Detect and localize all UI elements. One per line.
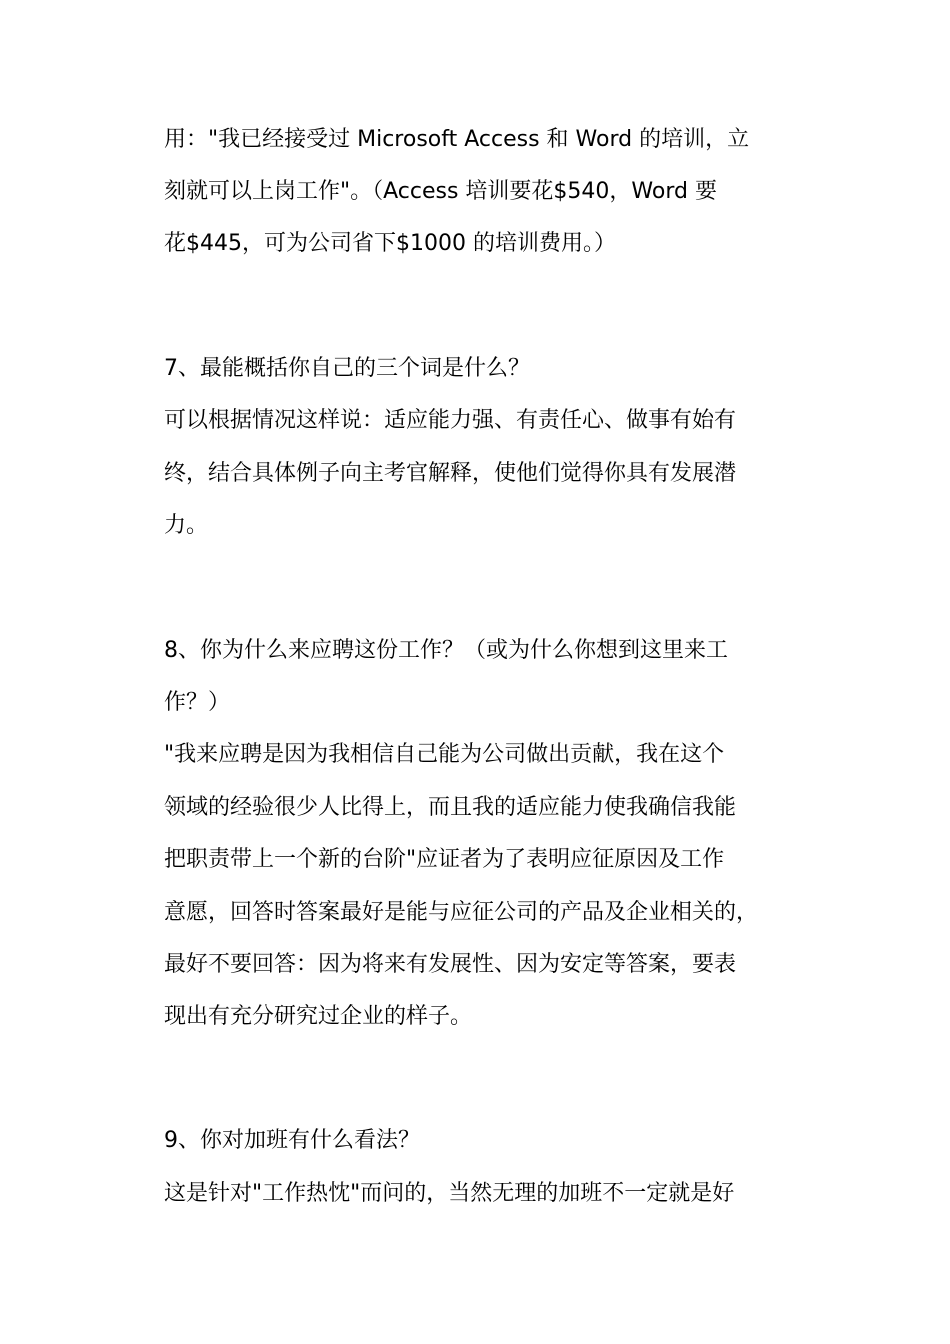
paragraph-line: 最好不要回答：因为将来有发展性、因为安定等答案，要表 [164, 952, 737, 977]
paragraph-line: 终，结合具体例子向主考官解释，使他们觉得你具有发展潜 [164, 461, 737, 486]
paragraph-line: 作？） [164, 690, 231, 715]
paragraph-line: 可以根据情况这样说：适应能力强、有责任心、做事有始有 [164, 408, 737, 433]
question-heading: 8、你为什么来应聘这份工作？（或为什么你想到这里来工 [164, 638, 728, 663]
paragraph-line: 意愿，回答时答案最好是能与应征公司的产品及企业相关的， [164, 900, 759, 925]
paragraph-line: 力。 [164, 513, 209, 538]
paragraph-line: 领域的经验很少人比得上，而且我的适应能力使我确信我能 [164, 795, 737, 820]
question-heading: 7、最能概括你自己的三个词是什么？ [164, 356, 530, 381]
paragraph-line: 现出有充分研究过企业的样子。 [164, 1004, 473, 1029]
paragraph-line: 这是针对"工作热忱"而问的，当然无理的加班不一定就是好 [164, 1181, 735, 1206]
paragraph-line: 花$445，可为公司省下$1000 的培训费用。） [164, 231, 616, 256]
paragraph-line: 刻就可以上岗工作"。（Access 培训要花$540，Word 要 [164, 179, 717, 204]
paragraph-line: 用："我已经接受过 Microsoft Access 和 Word 的培训，立 [164, 127, 750, 152]
paragraph-line: "我来应聘是因为我相信自己能为公司做出贡献，我在这个 [164, 742, 725, 767]
paragraph-line: 把职责带上一个新的台阶"应证者为了表明应征原因及工作 [164, 847, 725, 872]
question-heading: 9、你对加班有什么看法？ [164, 1128, 420, 1153]
